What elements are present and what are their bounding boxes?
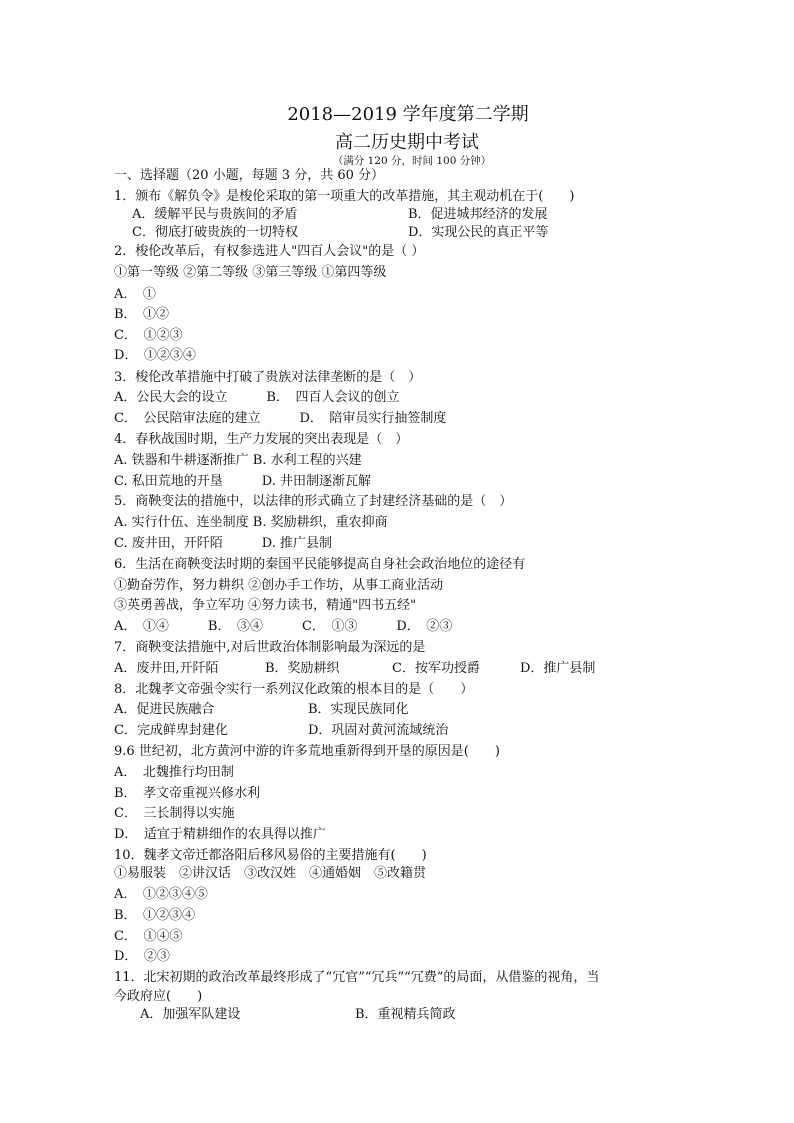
question-11-stem: 11．北宋初期的政治改革最终形成了“冗官”“冗兵”“冗费”的局面，从借鉴的视角，当 [114, 970, 600, 985]
question-1-options-ab [132, 207, 297, 223]
option-d: D． ②③ [114, 949, 170, 964]
option-b: B．促进城邦经济的发展 [408, 207, 548, 222]
option-a: A．缓解平民与贵族间的矛盾 [132, 207, 298, 222]
section-heading: 一、选择题（20 小题，每题 3 分，共 60 分） [114, 168, 385, 183]
option-d: D． 适宜于精耕细作的农具得以推广 [114, 827, 326, 842]
question-5-stem: 5．商鞅变法的措施中，以法律的形式确立了封建经济基础的是（ ） [114, 494, 513, 509]
option-c: C．彻底打破贵族的一切特权 [132, 225, 298, 240]
option-a: A． ① [114, 287, 156, 302]
option-d: D．推广县制 [520, 661, 596, 676]
question-2-stem: 2．梭伦改革后，有权参选进人"四百人会议"的是（ ） [114, 244, 425, 259]
question-7-stem: 7．商鞅变法措施中,对后世政治体制影响最为深远的是 [114, 640, 426, 655]
question-3-options-ab: A．公民大会的设立 B． 四百人会议的创立 [114, 390, 400, 405]
option-a: A． ①②③④⑤ [114, 887, 208, 902]
option-b: B．实现民族同化 [308, 702, 409, 717]
option-d: D． ①②③④ [114, 348, 196, 363]
option-b: B．重视精兵简政 [355, 1007, 456, 1022]
option-c: C． ①②③ [114, 328, 183, 343]
option-c: C．完成鲜卑封建化 [114, 723, 228, 738]
question-2-items: ①第一等级 ②第二等级 ③第三等级 ①第四等级 [114, 265, 387, 280]
question-1-stem: 1．颁布《解负令》是梭伦采取的第一项重大的改革措施，其主观动机在于( ) [114, 189, 575, 204]
question-8-stem: 8．北魏孝文帝强令实行一系列汉化政策的根本目的是（ ） [114, 682, 474, 697]
exam-subtitle: 高二历史期中考试 [335, 132, 479, 153]
question-5-options-cd: C. 废井田，开阡陌 D. 推广县制 [114, 536, 332, 551]
question-3-options-cd: C． 公民陪审法庭的建立 D． 陪审员实行抽签制度 [114, 411, 447, 426]
option-b: B． 孝文帝重视兴修水利 [114, 786, 261, 801]
option-a: A．废井田,开阡陌 [114, 661, 219, 676]
question-4-stem: 4．春秋战国时期，生产力发展的突出表现是（ ） [114, 432, 409, 447]
option-d: D．巩固对黄河流域统治 [308, 723, 449, 738]
exam-note: （满分 120 分，时间 100 分钟） [332, 155, 492, 167]
option-b: B．奖励耕织 [265, 661, 340, 676]
question-6-items-1: ①勤奋劳作，努力耕织 ②创办手工作坊，从事工商业活动 [114, 578, 444, 593]
question-10-items: ①易服装 ②讲汉话 ③改汉姓 ④通婚姻 ⑤改籍贯 [114, 866, 427, 881]
option-c: C．按军功授爵 [392, 661, 480, 676]
question-3-stem: 3．梭伦改革措施中打破了贵族对法律垄断的是（ ） [114, 370, 422, 385]
question-5-options-ab: A. 实行什伍、连坐制度 B. 奖励耕织，重农抑商 [114, 515, 388, 530]
option-a: A． 北魏推行均田制 [114, 765, 234, 780]
option-d: D．实现公民的真正平等 [408, 225, 549, 240]
question-4-options-cd: C. 私田荒地的开垦 D. 井田制逐渐瓦解 [114, 474, 371, 489]
question-4-options-ab: A. 铁器和牛耕逐渐推广 B. 水利工程的兴建 [114, 453, 362, 468]
question-11-stem-continued: 今政府应( ) [114, 989, 203, 1004]
option-a: A．加强军队建设 [140, 1007, 241, 1022]
question-10-stem: 10．魏孝文帝迁都洛阳后移风易俗的主要措施有( ) [114, 848, 427, 863]
question-6-items-2: ③英勇善战，争立军功 ④努力读书，精通"四书五经" [114, 598, 417, 613]
option-c: C． 三长制得以实施 [114, 806, 235, 821]
question-6-options: A． ①④ B． ③④ C． ①③ D． ②③ [114, 619, 453, 634]
exam-title: 2018—2019 学年度第二学期 [287, 104, 529, 125]
option-b: B． ①② [114, 307, 170, 322]
option-c: C． ①④⑤ [114, 929, 183, 944]
option-b: B． ①②③④ [114, 908, 196, 923]
option-a: A．促进民族融合 [114, 702, 215, 717]
question-6-stem: 6．生活在商鞅变法时期的秦国平民能够提高自身社会政治地位的途径有 [114, 557, 526, 572]
question-9-stem: 9.6 世纪初，北方黄河中游的许多荒地重新得到开垦的原因是( ) [114, 744, 500, 759]
